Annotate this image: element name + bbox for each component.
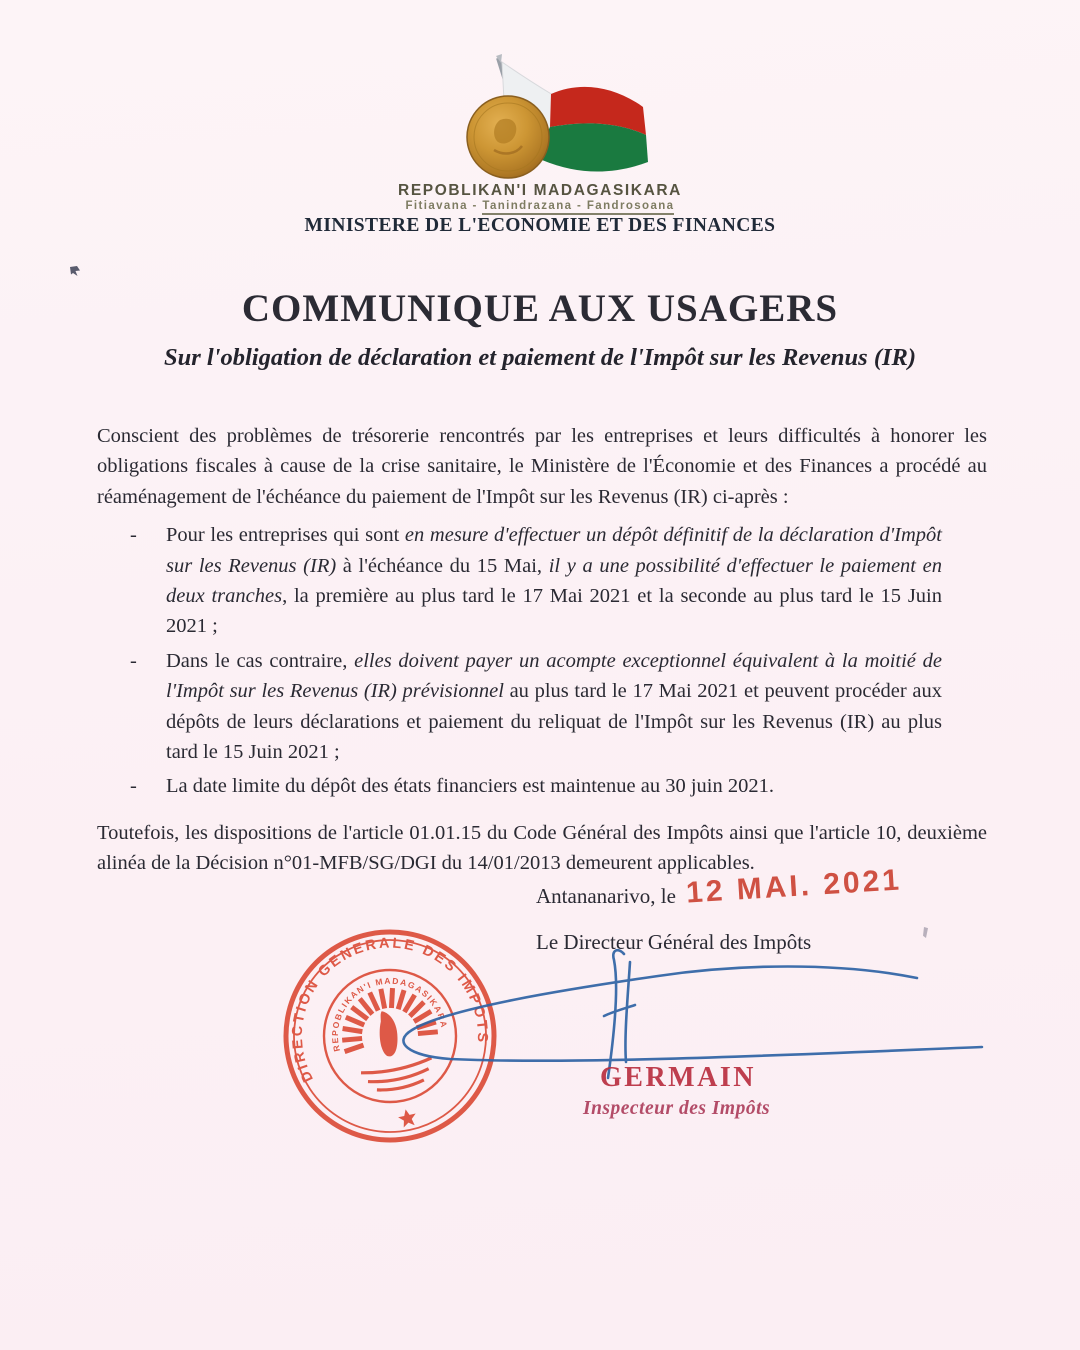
list-item bbox=[130, 520, 942, 642]
signer-name-stamp: GERMAIN bbox=[600, 1062, 756, 1093]
stamp-inner-text: REPOBLIKAN'I MADAGASIKARA bbox=[329, 975, 450, 1053]
bullet-list bbox=[130, 520, 942, 802]
signer-title: Le Directeur Général des Impôts bbox=[536, 930, 812, 954]
bullet-marker: - bbox=[130, 775, 137, 798]
madagascar-emblem-logo bbox=[452, 50, 658, 186]
bullet-text: à l'échéance du 15 Mai, bbox=[336, 554, 549, 577]
scan-speck bbox=[70, 266, 80, 276]
bullet-text-italic: il y a une possibilité d'effectuer le paiement en deux tranches bbox=[166, 554, 942, 608]
stamp-outer-text: DIRECTION GENERALE DES IMPOTS bbox=[289, 935, 491, 1085]
gold-coin-icon bbox=[467, 96, 549, 178]
republic-name: REPOBLIKAN'I MADAGASIKARA bbox=[398, 182, 682, 199]
document-body bbox=[97, 421, 987, 879]
bullet-text: Dans le cas contraire, bbox=[166, 649, 355, 672]
motto-underlined: Tanindrazana - Fandrosoana bbox=[482, 200, 674, 215]
intro-paragraph: Conscient des problèmes de trésorerie rencontrés par les entreprises et leurs difficultés à honorer les obligations fiscales à cause de la crise sanitaire, le Ministère de l'Économie et des Finances a procédé au réaménagement de l'échéance du paiement de l'Impôt sur les Revenus (IR) ci-après : bbox=[97, 425, 987, 508]
place-date-line: Antananarivo, le bbox=[536, 884, 676, 908]
page-title: COMMUNIQUE AUX USAGERS bbox=[241, 287, 839, 330]
scan-speck bbox=[923, 927, 928, 938]
page-subtitle: Sur l'obligation de déclaration et paiement de l'Impôt sur les Revenus (IR) bbox=[163, 344, 917, 371]
bullet-text: , la première au plus tard le 17 Mai 2021 et la seconde au plus tard le 15 Juin 2021 ; bbox=[166, 585, 942, 638]
bullet-text: La date limite du dépôt des états financiers est maintenue au 30 juin 2021. bbox=[166, 775, 774, 798]
bullet-marker: - bbox=[130, 649, 137, 672]
bullet-text-italic: en mesure d'effectuer un dépôt définitif de la déclaration d'Impôt sur les Revenus (IR) bbox=[166, 524, 942, 577]
list-item bbox=[130, 771, 942, 801]
bullet-text: au plus tard le 17 Mai 2021 et peuvent procéder aux dépôts de leurs déclarations et paiement du reliquat de l'Impôt sur les Revenus (IR) au plus tard le 15 Juin 2021 ; bbox=[166, 680, 942, 764]
ministry-name: MINISTERE DE L'ECONOMIE ET DES FINANCES bbox=[304, 215, 776, 236]
star-icon bbox=[397, 1107, 418, 1128]
bullet-marker: - bbox=[130, 524, 137, 547]
date-stamp: 12 MAI. 2021 bbox=[685, 863, 903, 910]
closing-paragraph: Toutefois, les dispositions de l'article 01.01.15 du Code Général des Impôts ainsi que l'article 10, deuxième alinéa de la Décision n°01-MFB/SG/DGI du 14/01/2013 demeurent applicables. bbox=[97, 821, 987, 875]
motto-prefix: Fitiavana - bbox=[405, 200, 483, 212]
bullet-text-italic: elles doivent payer un acompte exceptionnel équivalent à la moitié de l'Impôt sur les Revenus (IR) prévisionnel bbox=[166, 649, 942, 703]
flag-green-band bbox=[541, 123, 648, 171]
signer-role-stamp: Inspecteur des Impôts bbox=[583, 1098, 771, 1119]
bullet-text: Pour les entreprises qui sont bbox=[166, 524, 405, 547]
list-item bbox=[130, 646, 942, 768]
national-motto bbox=[0, 200, 1080, 212]
